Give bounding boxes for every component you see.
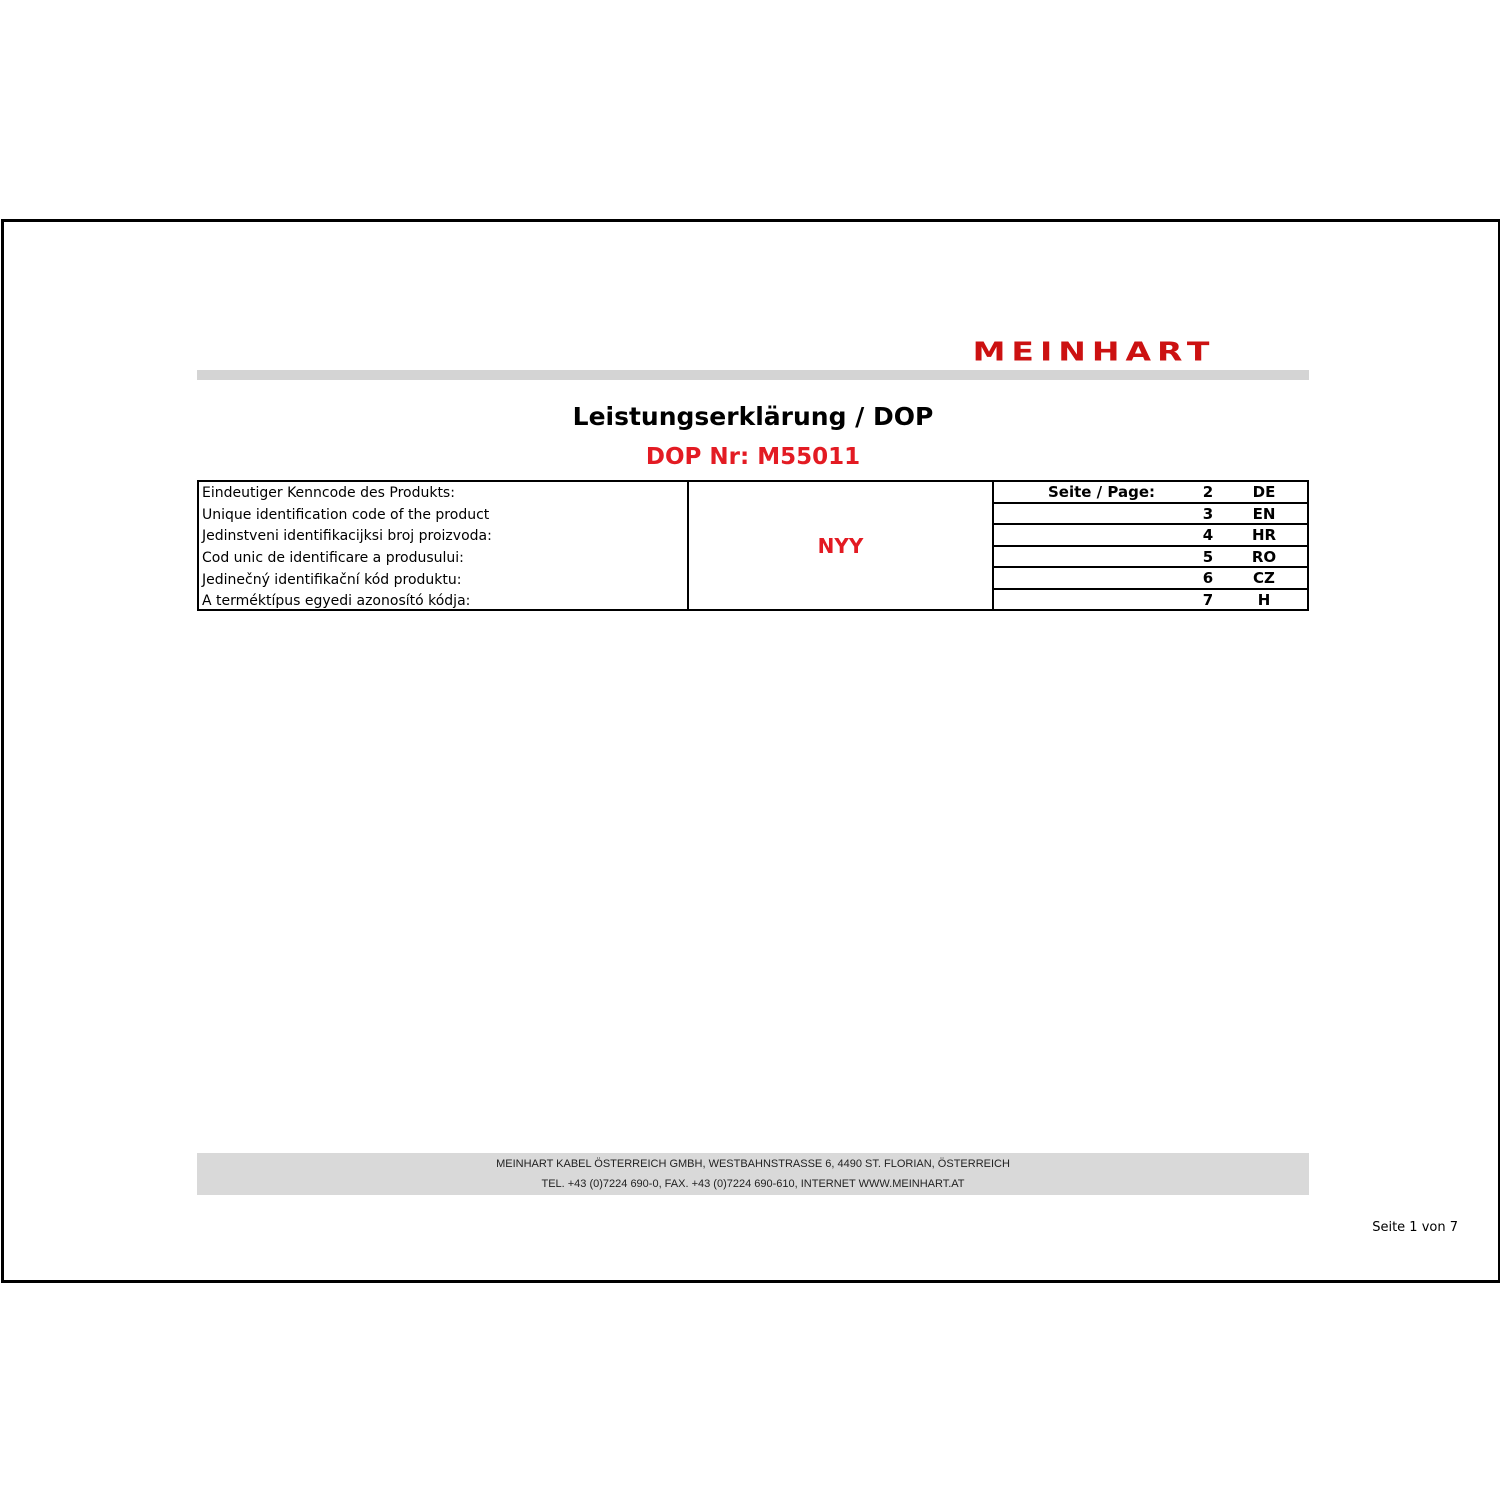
page-number-cell: 7 bbox=[1202, 590, 1214, 609]
header-divider bbox=[197, 370, 1309, 380]
page-index-row bbox=[994, 568, 1307, 590]
language-code-cell: H bbox=[1257, 590, 1271, 609]
footer-address: MEINHART KABEL ÖSTERREICH GMBH, WESTBAHNSTRASSE 6, 4490 ST. FLORIAN, ÖSTERREICH bbox=[496, 1158, 1010, 1170]
language-code-cell: RO bbox=[1251, 547, 1277, 566]
dop-number: DOP Nr: M55011 bbox=[645, 444, 861, 470]
identification-labels bbox=[199, 482, 689, 609]
label-hr: Jedinstveni identifikacijksi broj proizvoda: bbox=[202, 528, 492, 545]
page-index-row bbox=[994, 482, 1307, 504]
language-code-cell: HR bbox=[1251, 526, 1277, 544]
page-number-cell: 6 bbox=[1202, 569, 1214, 587]
page-number-cell: 5 bbox=[1202, 547, 1214, 566]
page-index-header: Seite / Page: bbox=[1048, 483, 1156, 501]
label-h: A terméktípus egyedi azonosító kódja: bbox=[202, 593, 471, 610]
page-index-row bbox=[994, 504, 1307, 526]
document-title: Leistungserklärung / DOP bbox=[572, 402, 934, 431]
label-ro: Cod unic de identificare a produsului: bbox=[202, 550, 464, 567]
language-code-cell: CZ bbox=[1253, 569, 1275, 587]
label-cz: Jedinečný identifikační kód produktu: bbox=[202, 571, 462, 588]
product-code: NYY bbox=[689, 482, 994, 609]
language-code-cell: EN bbox=[1252, 504, 1276, 523]
document-page bbox=[1, 219, 1500, 1283]
page-number: Seite 1 von 7 bbox=[1372, 1220, 1458, 1235]
page-index-row bbox=[994, 590, 1307, 612]
page-number-cell: 3 bbox=[1202, 504, 1214, 523]
company-footer bbox=[197, 1153, 1309, 1195]
identification-table bbox=[197, 480, 1309, 611]
language-code-cell: DE bbox=[1252, 483, 1276, 501]
meinhart-logo: MEINHART bbox=[972, 335, 1216, 367]
label-de: Eindeutiger Kenncode des Produkts: bbox=[202, 485, 455, 501]
page-index-row bbox=[994, 525, 1307, 547]
page-number-cell: 2 bbox=[1202, 483, 1214, 501]
page-index-row bbox=[994, 547, 1307, 569]
label-en: Unique identification code of the product bbox=[202, 506, 490, 523]
footer-contact: TEL. +43 (0)7224 690-0, FAX. +43 (0)7224 690-610, INTERNET WWW.MEINHART.AT bbox=[541, 1178, 965, 1190]
page-index-table bbox=[994, 482, 1307, 609]
page-number-cell: 4 bbox=[1202, 526, 1214, 544]
